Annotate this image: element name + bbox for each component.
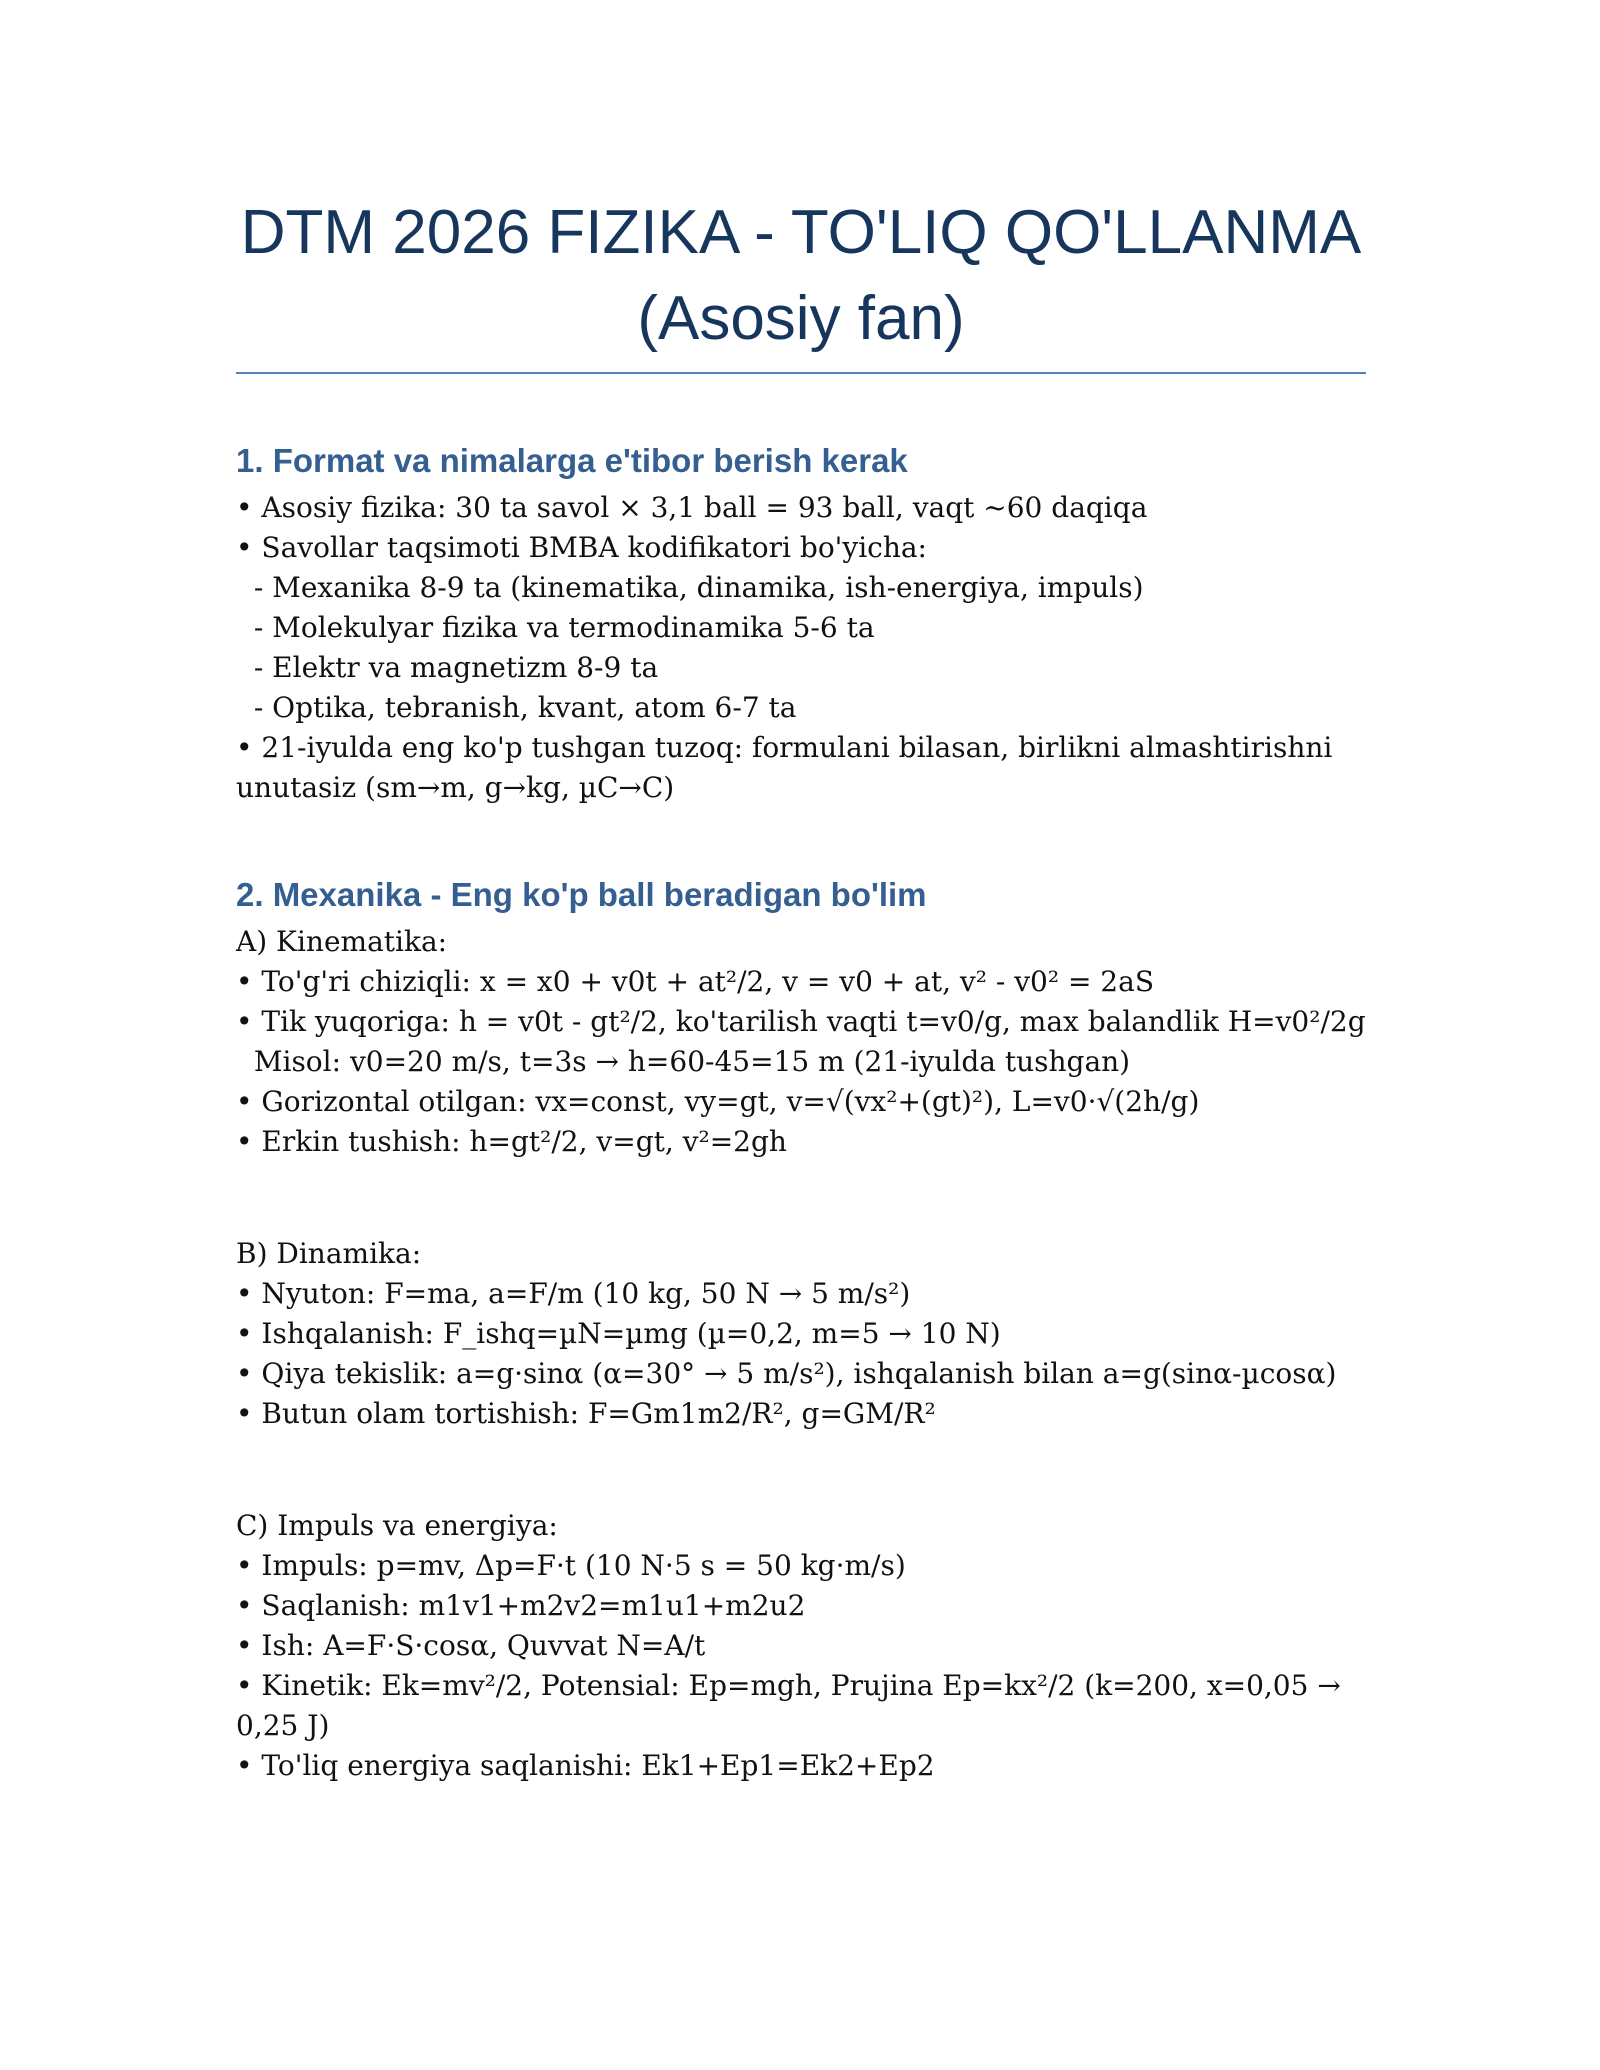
body-line: • To'liq energiya saqlanishi: Ek1+Ep1=Ek2+Ep2 [236, 1749, 935, 1782]
body-line: • Butun olam tortishish: F=Gm1m2/R², g=GM/R² [236, 1397, 936, 1430]
body-line: • Kinetik: Ek=mv²/2, Potensial: Ep=mgh, Prujina Ep=kx²/2 (k=200, x=0,05 → 0,25 J) [236, 1669, 1350, 1742]
document-page [236, 190, 1366, 1786]
section-2 [236, 872, 1366, 1786]
body-line: • Saqlanish: m1v1+m2v2=m1u1+m2u2 [236, 1589, 806, 1622]
body-line: • Erkin tushish: h=gt²/2, v=gt, v²=2gh [236, 1125, 787, 1158]
body-line: A) Kinematika: [236, 925, 448, 958]
section-heading: 1. Format va nimalarga e'tibor berish kerak [236, 442, 908, 479]
body-line: • 21-iyulda eng ko'p tushgan tuzoq: formulani bilasan, birlikni almashtirishni unutasiz (sm→m, g→kg, µC→C) [236, 731, 1342, 804]
paragraph-spacer [236, 1178, 1366, 1218]
body-line: B) Dinamika: [236, 1237, 422, 1270]
body-line: - Elektr va magnetizm 8-9 ta [236, 651, 659, 684]
body-line: • Asosiy fizika: 30 ta savol × 3,1 ball = 93 ball, vaqt ~60 daqiqa [236, 491, 1148, 524]
body-line: • Gorizontal otilgan: vx=const, vy=gt, v=√(vx²+(gt)²), L=v0·√(2h/g) [236, 1085, 1200, 1118]
body-line: • Qiya tekislik: a=g·sinα (α=30° → 5 m/s²), ishqalanish bilan a=g(sinα-µcosα) [236, 1357, 1337, 1390]
body-line: - Molekulyar fizika va termodinamika 5-6 ta [236, 611, 875, 644]
section-heading: 2. Mexanika - Eng ko'p ball beradigan bo'lim [236, 876, 927, 913]
body-line: - Mexanika 8-9 ta (kinematika, dinamika, ish-energiya, impuls) [236, 571, 1144, 604]
body-line: • Nyuton: F=ma, a=F/m (10 kg, 50 N → 5 m/s²) [236, 1277, 911, 1310]
body-line: • Ish: A=F·S·cosα, Quvvat N=A/t [236, 1629, 706, 1662]
paragraph-spacer [236, 1450, 1366, 1490]
body-line: • Tik yuqoriga: h = v0t - gt²/2, ko'tarilish vaqti t=v0/g, max balandlik H=v0²/2g [236, 1005, 1366, 1038]
body-line: - Optika, tebranish, kvant, atom 6-7 ta [236, 691, 797, 724]
body-line: Misol: v0=20 m/s, t=3s → h=60-45=15 m (21-iyulda tushgan) [236, 1045, 1131, 1078]
document-title [236, 190, 1366, 362]
body-line: • Ishqalanish: F_ishq=µN=µmg (µ=0,2, m=5 → 10 N) [236, 1317, 1001, 1350]
document-body [236, 438, 1366, 1786]
title-divider [236, 372, 1366, 374]
body-line: • Savollar taqsimoti BMBA kodifikatori bo'yicha: [236, 531, 927, 564]
body-line: C) Impuls va energiya: [236, 1509, 558, 1542]
document-title-line-2: (Asosiy fan) [637, 284, 965, 353]
document-title-line-1: DTM 2026 FIZIKA - TO'LIQ QO'LLANMA [240, 198, 1362, 267]
section-1 [236, 438, 1366, 808]
body-line: • Impuls: p=mv, Δp=F·t (10 N·5 s = 50 kg·m/s) [236, 1549, 906, 1582]
body-line: • To'g'ri chiziqli: x = x0 + v0t + at²/2, v = v0 + at, v² - v0² = 2aS [236, 965, 1154, 998]
